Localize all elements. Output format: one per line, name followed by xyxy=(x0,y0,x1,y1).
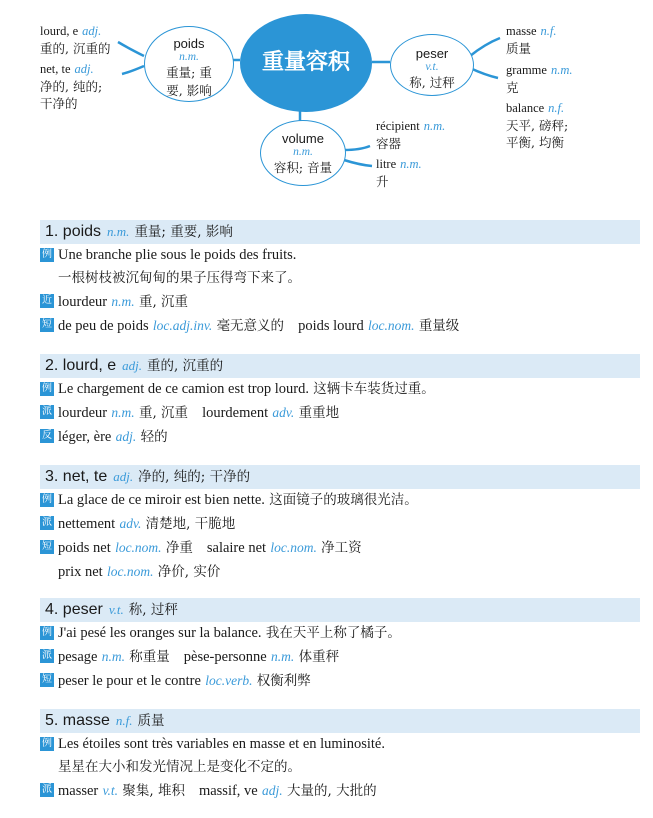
example-cn: 我在天平上称了橘子。 xyxy=(265,625,401,641)
term-cn: 净重 xyxy=(165,540,193,556)
example-fr: La glace de ce miroir est bien nette. xyxy=(58,492,265,508)
mm-masse xyxy=(506,22,557,57)
synonym-badge: 近 xyxy=(42,295,52,306)
entry-masse xyxy=(40,709,640,803)
antonym-badge: 反 xyxy=(42,430,52,441)
mm-recipient xyxy=(376,117,445,152)
example-badge: 例 xyxy=(42,249,52,260)
term-fr: nettement xyxy=(58,516,116,532)
term-pos: n.m. xyxy=(111,294,135,309)
phrase-line xyxy=(40,536,640,560)
derived-line xyxy=(40,401,640,425)
entry-meaning: 净的, 纯的; 干净的 xyxy=(138,469,251,485)
entry-pos: n.m. xyxy=(107,224,130,239)
connector-recipient xyxy=(344,146,370,150)
connector-net xyxy=(122,66,144,74)
term-fr: massif, ve xyxy=(198,783,258,799)
term-fr: lourdeur xyxy=(58,405,108,421)
example-badge: 例 xyxy=(42,494,52,505)
mm-lourd-word: lourd, e xyxy=(40,24,79,38)
bubble-poids-pos: n.m. xyxy=(179,51,199,63)
term-pos: adv. xyxy=(272,405,295,420)
mm-gramme-word: gramme xyxy=(506,63,547,77)
phrase-line xyxy=(40,314,640,338)
bubble-volume-pos: n.m. xyxy=(293,146,313,158)
mm-net xyxy=(40,60,102,112)
mm-net-cn2: 干净的 xyxy=(40,96,78,111)
term-pos: loc.adj.inv. xyxy=(152,318,213,333)
term-cn: 重重地 xyxy=(298,405,340,421)
term-cn: 称重量 xyxy=(129,649,170,665)
mm-recipient-word: récipient xyxy=(376,119,420,133)
phrase-continuation xyxy=(40,560,640,584)
entry-meaning: 称, 过秤 xyxy=(128,602,178,618)
bubble-peser-pos: v.t. xyxy=(425,61,439,73)
example-badge: 例 xyxy=(42,738,52,749)
entry-header xyxy=(40,354,640,378)
mm-masse-cn: 质量 xyxy=(506,41,532,56)
bubble-peser-word: peser xyxy=(415,46,449,61)
term-fr: lourdeur xyxy=(58,294,108,310)
term-cn: 重, 沉重 xyxy=(138,405,189,421)
mm-balance xyxy=(506,99,568,151)
example-cn: 星星在大小和发光情况上是变化不定的。 xyxy=(58,759,301,775)
term-cn: 重, 沉重 xyxy=(138,294,189,310)
mm-litre xyxy=(376,155,422,190)
term-fr: de peu de poids xyxy=(58,318,149,334)
entry-header xyxy=(40,465,640,489)
derived-badge: 派 xyxy=(42,517,52,528)
bubble-poids xyxy=(144,26,234,102)
term-fr: lourdement xyxy=(202,405,269,421)
bubble-volume-cn: 容积; 音量 xyxy=(273,160,333,175)
phrase-badge: 短 xyxy=(42,319,52,330)
derived-line xyxy=(40,645,640,669)
example-translation xyxy=(40,756,640,779)
derived-badge: 派 xyxy=(42,784,52,795)
term-cn: 权衡利弊 xyxy=(256,673,311,689)
mm-gramme-cn: 克 xyxy=(506,80,519,95)
entry-header xyxy=(40,220,640,244)
entry-headword: 4. peser xyxy=(45,601,103,618)
term-fr: poids net xyxy=(58,540,111,556)
entry-header xyxy=(40,709,640,733)
term-pos: loc.nom. xyxy=(107,564,154,579)
mm-litre-word: litre xyxy=(376,157,397,171)
bubble-volume-word: volume xyxy=(282,131,324,146)
entry-headword: 1. poids xyxy=(45,223,102,240)
example-fr: J'ai pesé les oranges sur la balance. xyxy=(58,625,262,641)
entry-peser xyxy=(40,598,640,693)
term-pos: adj. xyxy=(115,429,137,444)
mm-gramme-pos: n.m. xyxy=(550,63,573,77)
phrase-badge: 短 xyxy=(42,541,52,552)
term-fr: peser le pour et le contre xyxy=(58,673,201,689)
term-cn: 聚集, 堆积 xyxy=(122,783,185,799)
phrase-badge: 短 xyxy=(42,674,52,685)
term-cn: 轻的 xyxy=(140,429,168,445)
mm-net-word: net, te xyxy=(40,62,71,76)
term-fr: léger, ère xyxy=(58,429,112,445)
entry-headword: 3. net, te xyxy=(45,468,108,485)
entry-headword: 5. masse xyxy=(45,712,110,729)
connector-litre xyxy=(344,160,372,166)
mm-masse-pos: n.f. xyxy=(540,24,557,38)
mm-lourd-pos: adj. xyxy=(82,24,102,38)
term-cn: 大量的, 大批的 xyxy=(286,783,377,799)
mm-litre-cn: 升 xyxy=(376,174,389,189)
mm-lourd-cn: 重的, 沉重的 xyxy=(40,41,111,56)
mm-recipient-cn: 容器 xyxy=(376,136,402,151)
term-fr: poids lourd xyxy=(298,318,364,334)
term-cn: 净工资 xyxy=(321,540,362,556)
derived-line xyxy=(40,779,640,803)
entry-header xyxy=(40,598,640,622)
example-line xyxy=(40,733,640,756)
entry-meaning: 质量 xyxy=(137,713,165,729)
entry-pos: adj. xyxy=(113,469,134,484)
center-topic: 重量容积 xyxy=(240,14,372,112)
example-line xyxy=(40,622,640,645)
entry-pos: n.f. xyxy=(115,713,133,728)
example-line xyxy=(40,244,640,267)
antonym-line xyxy=(40,425,640,449)
term-pos: n.m. xyxy=(101,649,125,664)
bubble-poids-cn2: 要, 影响 xyxy=(166,83,212,98)
mm-net-pos: adj. xyxy=(74,62,94,76)
mm-balance-pos: n.f. xyxy=(548,101,565,115)
entry-lourd xyxy=(40,354,640,449)
mm-balance-cn1: 天平, 磅秤; xyxy=(506,118,569,133)
entry-poids xyxy=(40,220,640,338)
example-badge: 例 xyxy=(42,383,52,394)
bubble-peser-cn: 称, 过秤 xyxy=(409,75,455,90)
example-cn: 一根树枝被沉甸甸的果子压得弯下来了。 xyxy=(58,270,301,286)
mm-litre-pos: n.m. xyxy=(400,157,422,171)
connector-masse xyxy=(470,38,500,56)
entry-pos: adj. xyxy=(122,358,143,373)
term-pos: loc.nom. xyxy=(368,318,415,333)
example-fr: Une branche plie sous le poids des fruits. xyxy=(58,247,297,263)
example-fr: Le chargement de ce camion est trop lourd. xyxy=(58,381,309,397)
example-line xyxy=(40,489,640,512)
term-cn: 净价, 实价 xyxy=(157,564,221,580)
term-fr: pèse-personne xyxy=(183,649,267,665)
derived-line xyxy=(40,512,640,536)
term-pos: v.t. xyxy=(102,783,119,798)
bubble-poids-word: poids xyxy=(173,36,205,51)
mm-gramme xyxy=(506,61,572,96)
entry-meaning: 重量; 重要, 影响 xyxy=(134,224,233,240)
example-fr: Les étoiles sont très variables en masse et en luminosité. xyxy=(58,736,385,752)
connector-lourd xyxy=(118,42,144,56)
term-cn: 毫无意义的 xyxy=(216,318,285,334)
bubble-poids-cn1: 重量; 重 xyxy=(166,65,212,80)
term-fr: salaire net xyxy=(206,540,267,556)
derived-badge: 派 xyxy=(42,406,52,417)
example-badge: 例 xyxy=(42,627,52,638)
term-fr: masser xyxy=(58,783,99,799)
term-cn: 体重秤 xyxy=(298,649,340,665)
term-cn: 重量级 xyxy=(418,318,460,334)
bubble-peser xyxy=(390,34,474,96)
example-cn: 这辆卡车装货过重。 xyxy=(313,381,435,397)
connector-balance xyxy=(470,68,498,78)
term-pos: adv. xyxy=(119,516,142,531)
term-pos: adj. xyxy=(262,783,283,798)
term-pos: loc.nom. xyxy=(270,540,317,555)
term-pos: n.m. xyxy=(111,405,135,420)
entry-headword: 2. lourd, e xyxy=(45,357,117,374)
mm-masse-word: masse xyxy=(506,24,537,38)
mm-recipient-pos: n.m. xyxy=(423,119,446,133)
mm-lourd xyxy=(40,22,110,57)
term-pos: n.m. xyxy=(271,649,295,664)
entry-meaning: 重的, 沉重的 xyxy=(147,358,224,374)
term-pos: loc.verb. xyxy=(205,673,253,688)
mm-net-cn1: 净的, 纯的; xyxy=(40,79,103,94)
example-translation xyxy=(40,267,640,290)
entry-net xyxy=(40,465,640,584)
mm-balance-cn2: 平衡, 均衡 xyxy=(506,135,564,150)
term-fr: pesage xyxy=(58,649,98,665)
term-pos: loc.nom. xyxy=(115,540,162,555)
derived-badge: 派 xyxy=(42,650,52,661)
bubble-volume xyxy=(260,120,346,186)
synonym-line xyxy=(40,290,640,314)
example-line xyxy=(40,378,640,401)
entry-pos: v.t. xyxy=(108,602,124,617)
mm-balance-word: balance xyxy=(506,101,545,115)
example-cn: 这面镜子的玻璃很光洁。 xyxy=(269,492,418,508)
phrase-line xyxy=(40,669,640,693)
term-cn: 清楚地, 干脆地 xyxy=(145,516,236,532)
term-fr: prix net xyxy=(58,564,103,580)
